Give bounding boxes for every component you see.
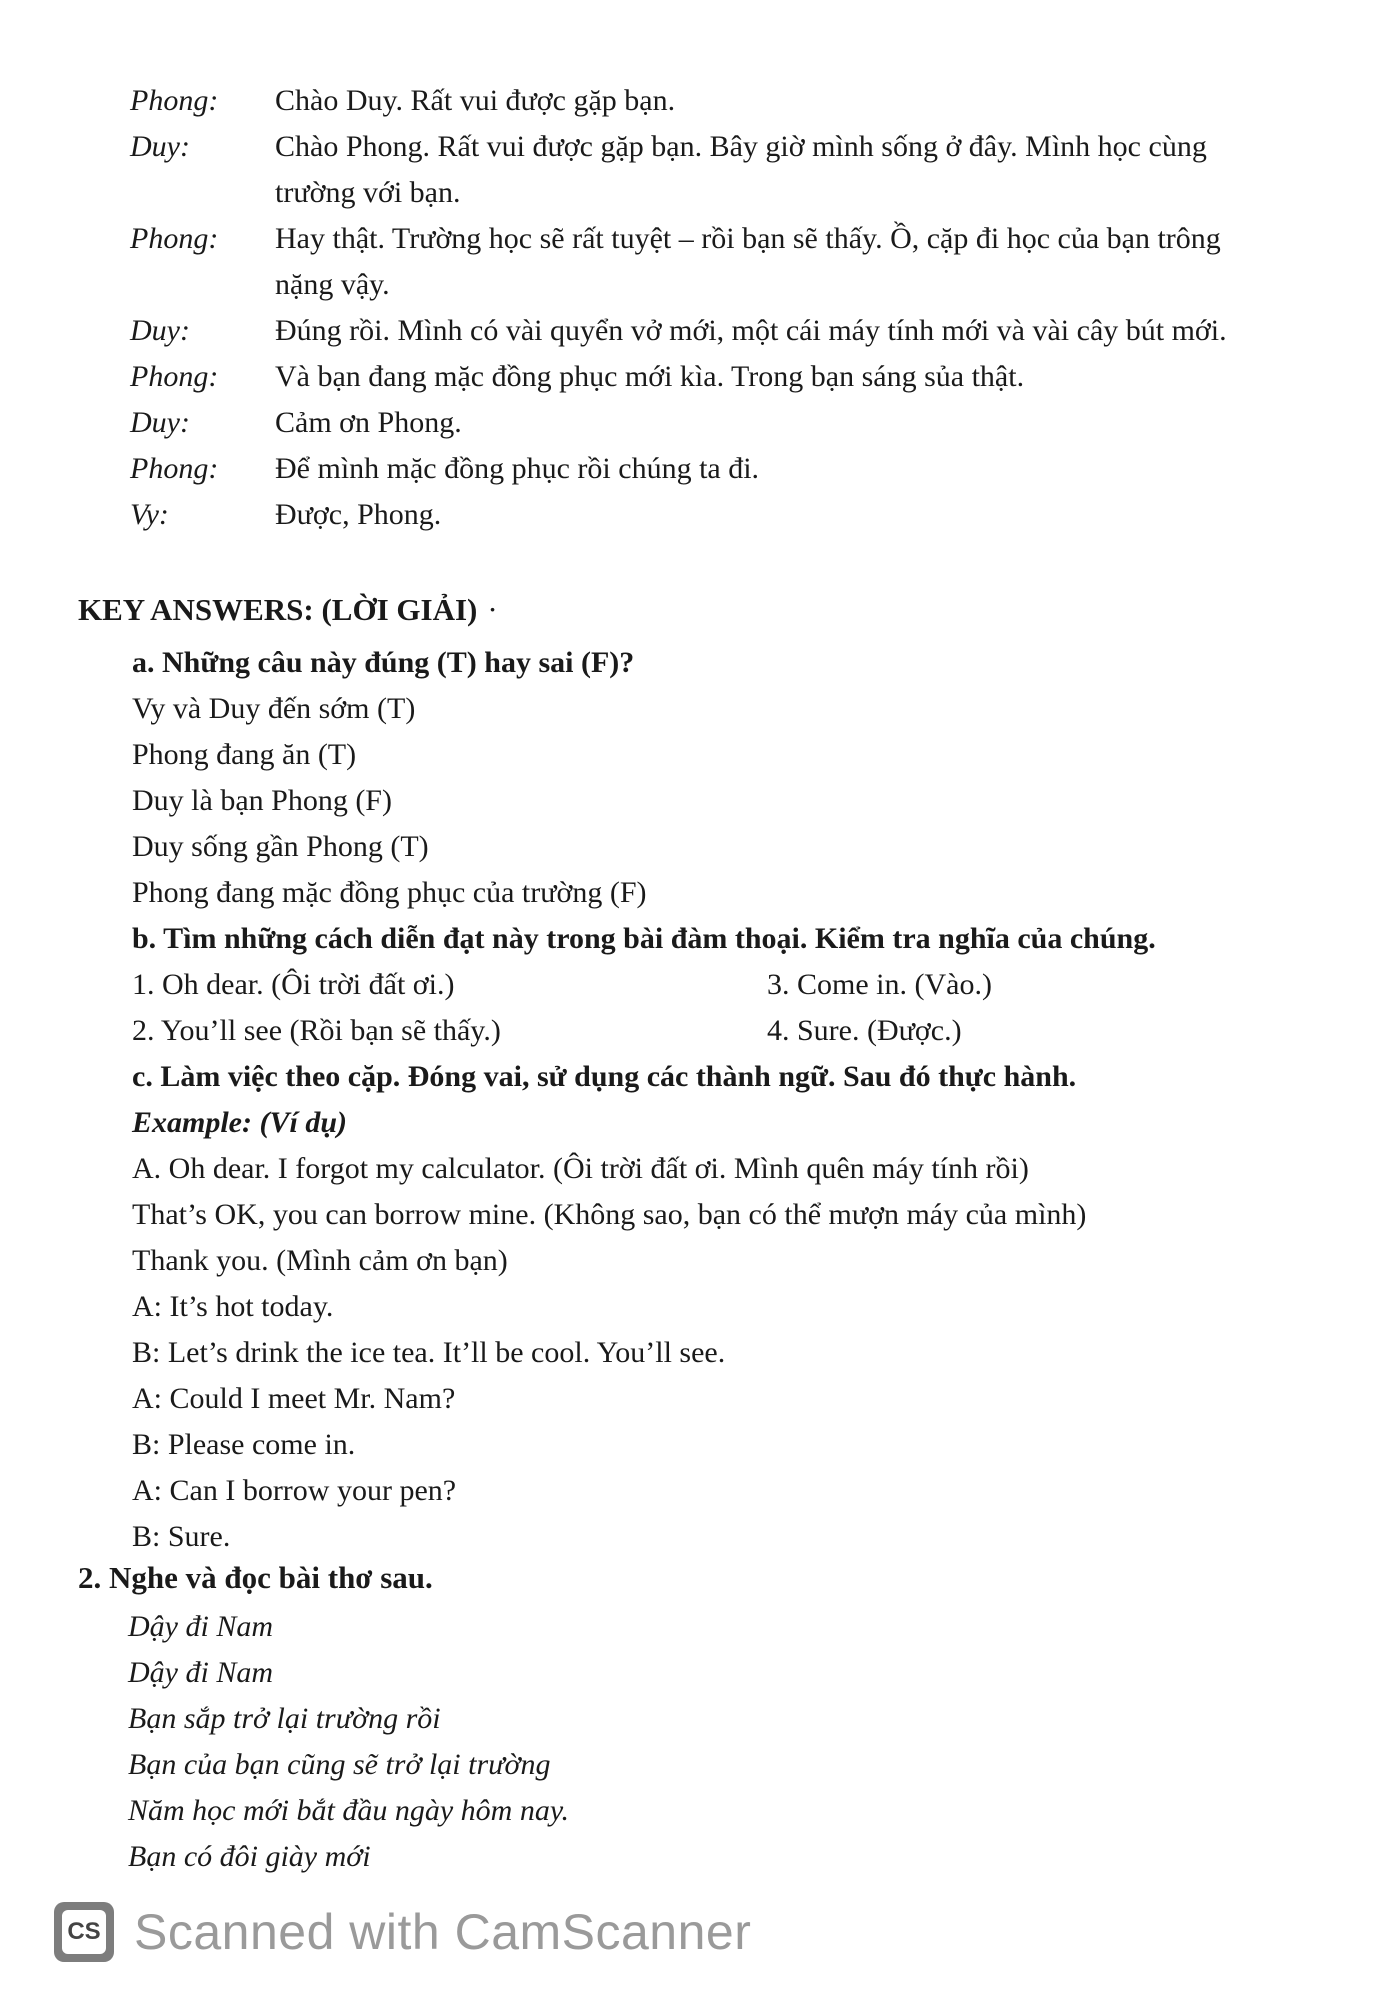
- part-b-heading: b. Tìm những cách diễn đạt này trong bài đàm thoại. Kiểm tra nghĩa của chúng.: [132, 922, 1156, 955]
- dialogue-line: [130, 216, 1330, 308]
- poem-line: Dậy đi Nam: [128, 1656, 273, 1689]
- dialogue-line: [130, 124, 1330, 216]
- dialogue-line: [130, 308, 1330, 354]
- utterance: Được, Phong.: [275, 498, 442, 531]
- utterance: [275, 216, 1330, 308]
- speaker: Phong:: [130, 360, 219, 393]
- speaker: Phong:: [130, 84, 219, 117]
- dialogue-line: [130, 354, 1330, 400]
- answer-item: Duy sống gần Phong (T): [132, 830, 429, 863]
- expression-item: 1. Oh dear. (Ôi trời đất ơi.): [132, 968, 455, 1001]
- scan-dot: ·: [487, 592, 498, 627]
- camscanner-watermark: [54, 1902, 751, 1962]
- utterance-line: Chào Phong. Rất vui được gặp bạn. Bây giờ mình sống ở đây. Mình học cùng: [275, 130, 1207, 163]
- answer-item: Phong đang mặc đồng phục của trường (F): [132, 876, 647, 909]
- utterance: Để mình mặc đồng phục rồi chúng ta đi.: [275, 452, 760, 485]
- example-line: A: Could I meet Mr. Nam?: [132, 1382, 456, 1415]
- utterance: Và bạn đang mặc đồng phục mới kìa. Trong bạn sáng sủa thật.: [275, 360, 1025, 393]
- camscanner-logo-text: CS: [62, 1910, 106, 1954]
- speaker: Duy:: [130, 406, 190, 439]
- camscanner-logo-icon: [54, 1902, 114, 1962]
- example-line: A. Oh dear. I forgot my calculator. (Ôi trời đất ơi. Mình quên máy tính rồi): [132, 1152, 1029, 1185]
- key-answers-heading: [78, 592, 498, 628]
- expression-item: 4. Sure. (Được.): [767, 1014, 962, 1047]
- example-line: B: Sure.: [132, 1520, 231, 1553]
- poem-line: Năm học mới bắt đầu ngày hôm nay.: [128, 1794, 569, 1827]
- example-line: That’s OK, you can borrow mine. (Không sao, bạn có thể mượn máy của mình): [132, 1198, 1087, 1231]
- utterance: [275, 124, 1330, 216]
- dialogue-line: [130, 78, 1330, 124]
- example-line: Thank you. (Mình cảm ơn bạn): [132, 1244, 508, 1277]
- expression-item: 2. You’ll see (Rồi bạn sẽ thấy.): [132, 1014, 501, 1047]
- part-c-heading: c. Làm việc theo cặp. Đóng vai, sử dụng các thành ngữ. Sau đó thực hành.: [132, 1060, 1077, 1093]
- key-answers-title: KEY ANSWERS: (LỜI GIẢI): [78, 592, 478, 627]
- utterance-line: Hay thật. Trường học sẽ rất tuyệt – rồi bạn sẽ thấy. Ồ, cặp đi học của bạn trông: [275, 222, 1221, 255]
- example-label: Example: (Ví dụ): [132, 1106, 347, 1139]
- speaker: Duy:: [130, 130, 190, 163]
- poem-line: Bạn có đôi giày mới: [128, 1840, 371, 1873]
- speaker: Vy:: [130, 498, 169, 531]
- speaker: Duy:: [130, 314, 190, 347]
- utterance-line: trường với bạn.: [275, 176, 461, 209]
- utterance-line: nặng vậy.: [275, 268, 390, 301]
- answer-item: Phong đang ăn (T): [132, 738, 357, 771]
- poem-line: Dậy đi Nam: [128, 1610, 273, 1643]
- answer-item: Vy và Duy đến sớm (T): [132, 692, 416, 725]
- utterance: Chào Duy. Rất vui được gặp bạn.: [275, 84, 676, 117]
- example-line: B: Please come in.: [132, 1428, 356, 1461]
- dialogue-line: [130, 400, 1330, 446]
- utterance: Cảm ơn Phong.: [275, 406, 462, 439]
- section-2-heading: 2. Nghe và đọc bài thơ sau.: [78, 1560, 433, 1595]
- dialogue-line: [130, 446, 1330, 492]
- speaker: Phong:: [130, 452, 219, 485]
- expression-row: [132, 1008, 1332, 1054]
- example-line: B: Let’s drink the ice tea. It’ll be cool. You’ll see.: [132, 1336, 726, 1369]
- answer-item: Duy là bạn Phong (F): [132, 784, 392, 817]
- poem-line: Bạn của bạn cũng sẽ trở lại trường: [128, 1748, 551, 1781]
- watermark-text: Scanned with CamScanner: [134, 1904, 752, 1960]
- expression-item: 3. Come in. (Vào.): [767, 968, 992, 1001]
- dialogue-line: [130, 492, 1330, 538]
- poem: [128, 1604, 569, 1880]
- answers-section: [132, 640, 1332, 1560]
- expression-row: [132, 962, 1332, 1008]
- dialogue: [130, 78, 1330, 538]
- example-line: A: Can I borrow your pen?: [132, 1474, 457, 1507]
- poem-line: Bạn sắp trở lại trường rồi: [128, 1702, 441, 1735]
- speaker: Phong:: [130, 222, 219, 255]
- part-a-heading: a. Những câu này đúng (T) hay sai (F)?: [132, 646, 635, 679]
- utterance: Đúng rồi. Mình có vài quyển vở mới, một cái máy tính mới và vài cây bút mới.: [275, 314, 1227, 347]
- example-line: A: It’s hot today.: [132, 1290, 334, 1323]
